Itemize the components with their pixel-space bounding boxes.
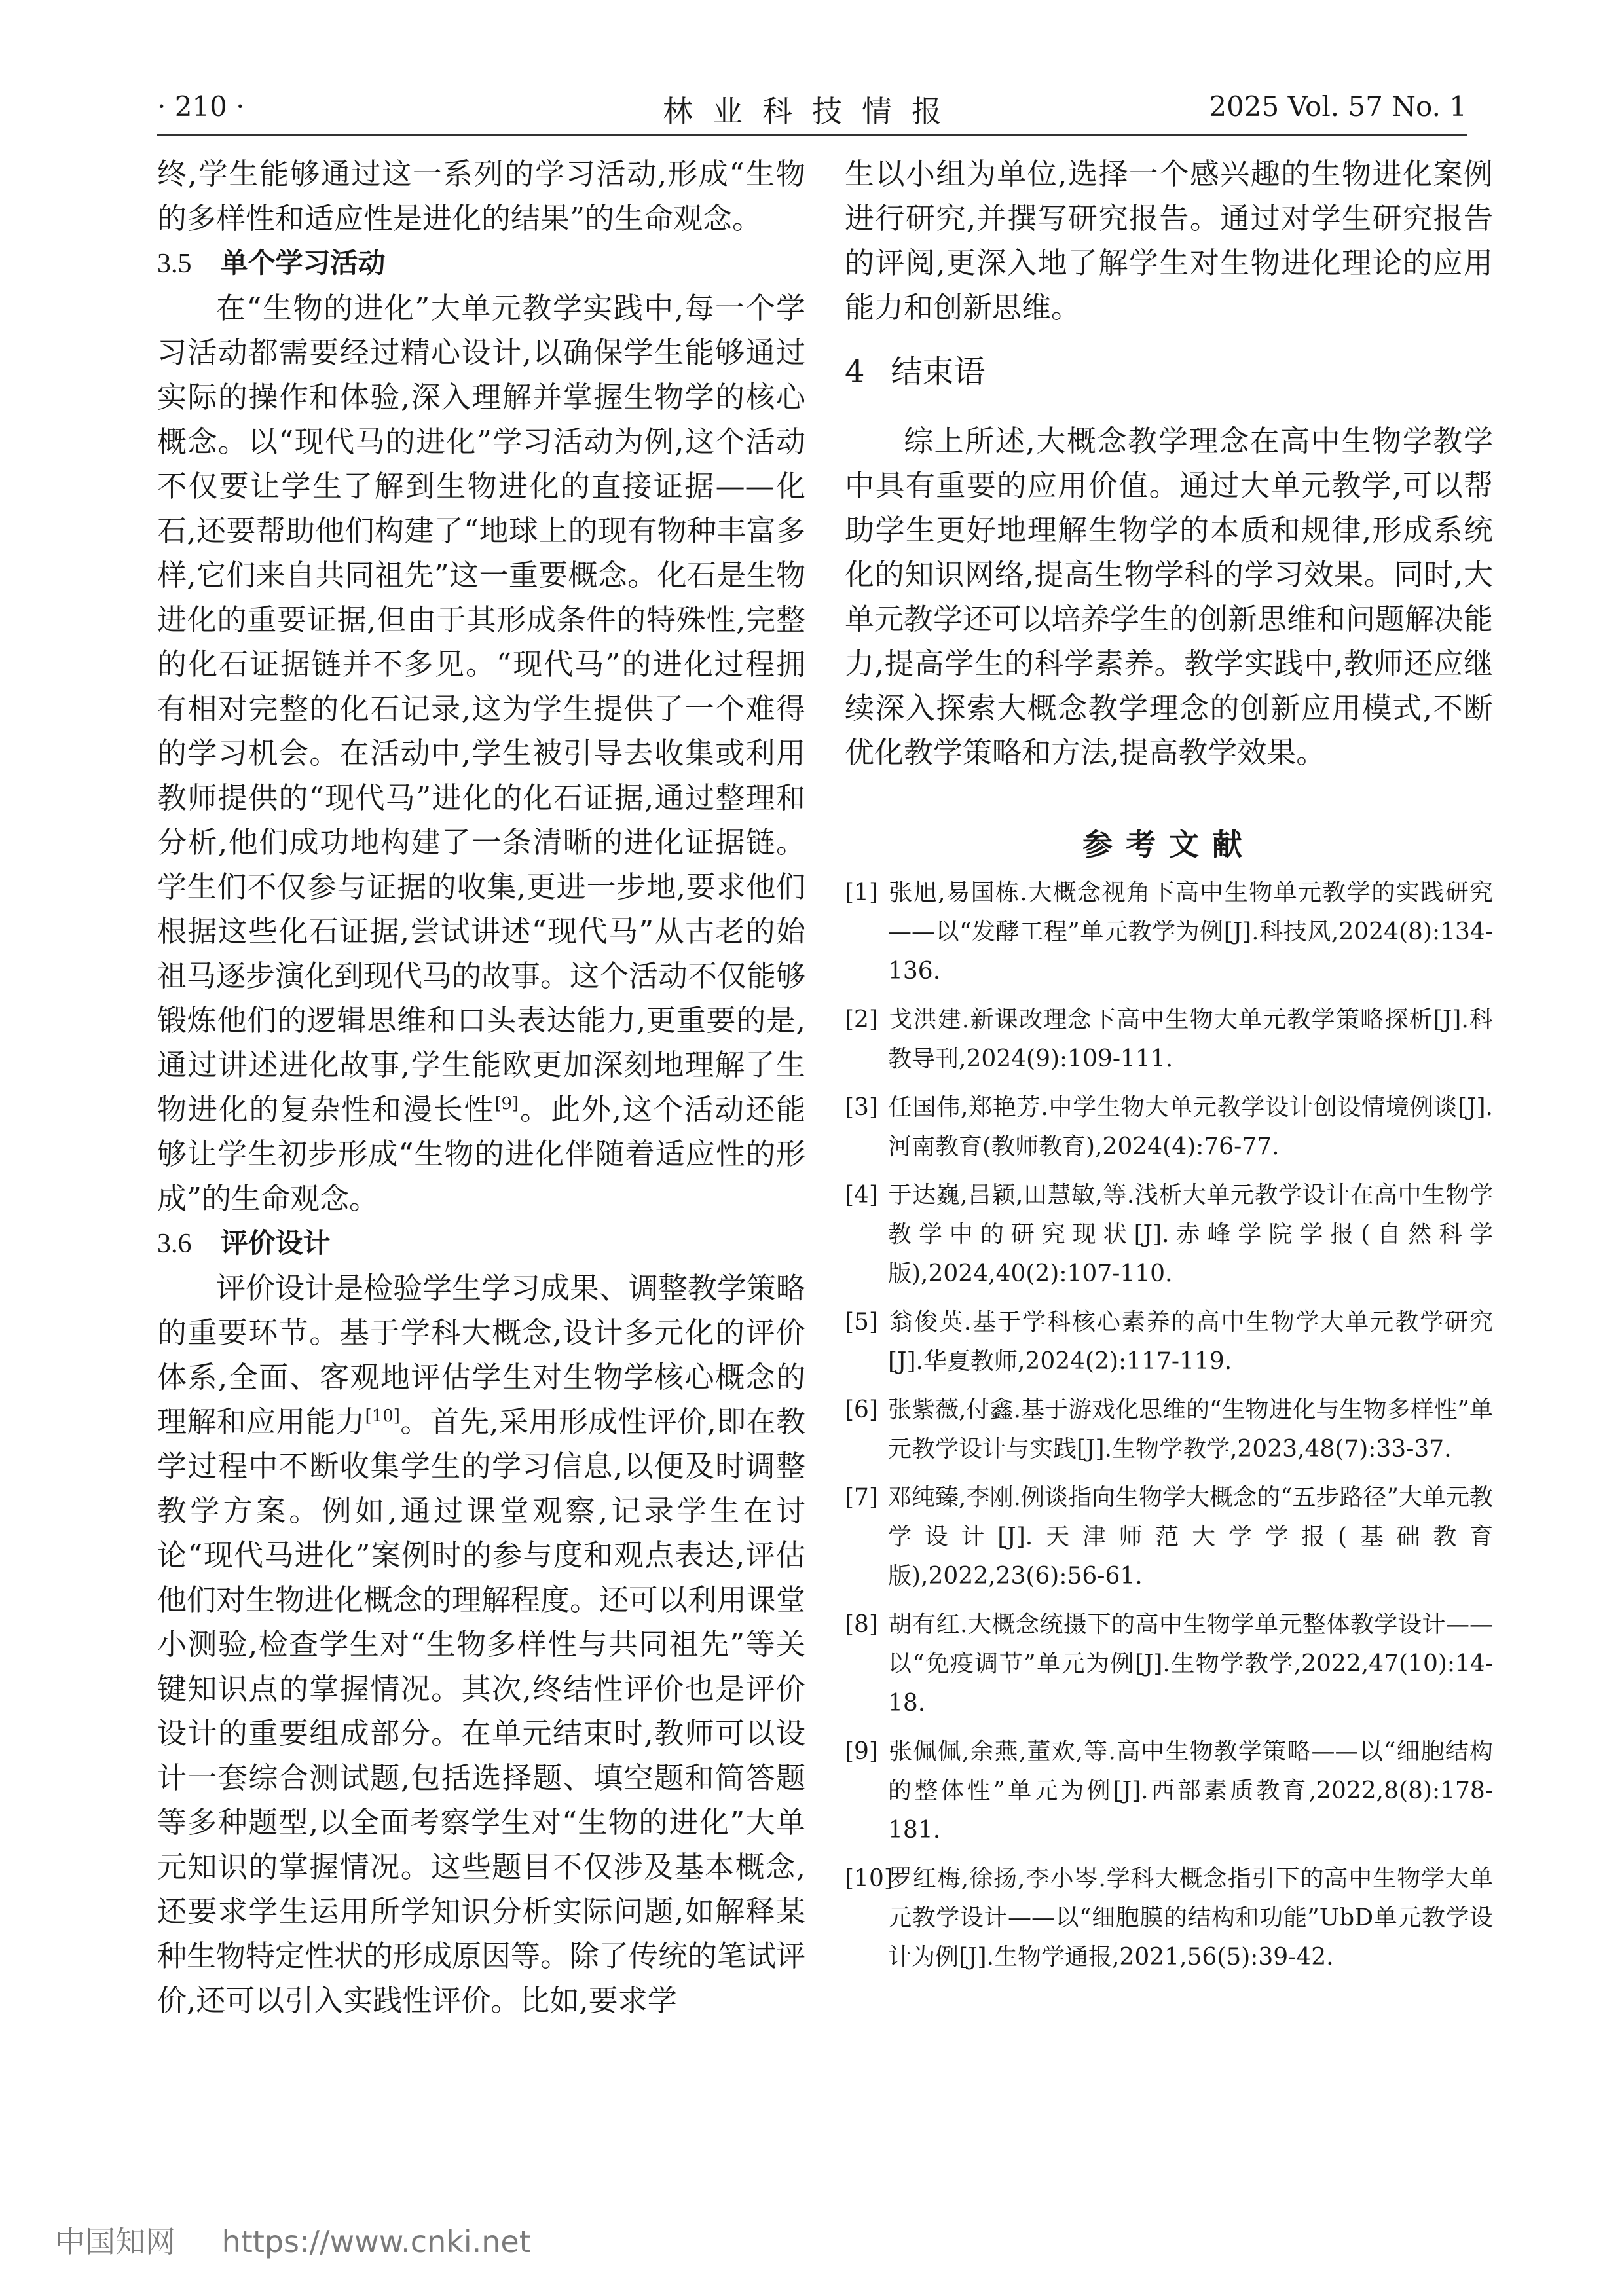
reference-text: 戈洪建.新课改理念下高中生物大单元教学策略探析[J].科教导刊,2024(9):109-111. [888,1006,1493,1072]
paragraph-text: 。此外,这个活动还能够让学生初步形成“生物的进化伴随着适应性的形成”的生命观念。 [157,1092,805,1216]
reference-number: [10] [845,1865,893,1892]
section-number: 3.6 [157,1229,192,1259]
reference-text: 任国伟,郑艳芳.中学生物大单元教学设计创设情境例谈[J].河南教育(教师教育),2024(4):76-77. [888,1094,1493,1160]
reference-text: 张紫薇,付鑫.基于游戏化思维的“生物进化与生物多样性”单元教学设计与实践[J].生物学教学,2023,48(7):33-37. [888,1396,1493,1463]
paragraph: 综上所述,大概念教学理念在高中生物学教学中具有重要的应用价值。通过大单元教学,可以帮助学生更好地理解生物学的本质和规律,形成系统化的知识网络,提高生物学科的学习效果。同时,大单元教学还可以培养学生的创新思维和问题解决能力,提高学生的科学素养。教学实践中,教师还应继续深入探索大概念教学理念的创新应用模式,不断优化教学策略和方法,提高教学效果。 [845,424,1494,770]
reference-text: 胡有红.大概念统摄下的高中生物学单元整体教学设计——以“免疫调节”单元为例[J].生物学教学,2022,47(10):14-18. [888,1611,1493,1717]
reference-item [845,1605,1493,1723]
reference-item [845,1176,1493,1294]
section-heading-3-6 [157,1221,805,1266]
section-number: 4 [845,354,865,390]
reference-item [845,1088,1493,1167]
journal-title: 林业科技情报 [663,94,961,129]
paragraph: 终,学生能够通过这一系列的学习活动,形成“生物的多样性和适应性是进化的结果”的生命观念。 [157,156,805,236]
reference-number: [3] [845,1094,878,1121]
section-number: 3.5 [157,249,192,279]
reference-item [845,1391,1493,1469]
reference-text: 张佩佩,余燕,董欢,等.高中生物教学策略——以“细胞结构的整体性”单元为例[J].西部素质教育,2022,8(8):178-181. [888,1738,1493,1844]
reference-text: 于达巍,吕颖,田慧敏,等.浅析大单元教学设计在高中生物学教学中的研究现状[J].赤峰学院学报(自然科学版),2024,40(2):107-110. [888,1182,1493,1287]
reference-text: 张旭,易国栋.大概念视角下高中生物单元教学的实践研究——以“发酵工程”单元教学为例[J].科技风,2024(8):134-136. [888,879,1493,985]
reference-item [845,1732,1493,1850]
citation: [10] [365,1406,400,1426]
section-heading-3-5 [157,241,805,286]
reference-item [845,1000,1493,1079]
watermark-footer [55,2218,531,2261]
reference-text: 罗红梅,徐扬,李小岑.学科大概念指引下的高中生物学大单元教学设计——以“细胞膜的结构和功能”UbD单元教学设计为例[J].生物学通报,2021,56(5):39-42. [888,1865,1493,1971]
paragraph [157,1266,805,2023]
cnki-url: https://www.cnki.net [221,2224,531,2259]
reference-number: [1] [845,879,878,906]
paragraph-text: 在“生物的进化”大单元教学实践中,每一个学习活动都需要经过精心设计,以确保学生能够通过实际的操作和体验,深入理解并掌握生物学的核心概念。以“现代马的进化”学习活动为例,这个活动不仅要让学生了解到生物进化的直接证据——化石,还要帮助他们构建了“地球上的现有物种丰富多样,它们来自共同祖先”这一重要概念。化石是生物进化的重要证据,但由于其形成条件的特殊性,完整的化石证据链并不多见。“现代马”的进化过程拥有相对完整的化石记录,这为学生提供了一个难得的学习机会。在活动中,学生被引导去收集或利用教师提供的“现代马”进化的化石证据,通过整理和分析,他们成功地构建了一条清晰的进化证据链。学生们不仅参与证据的收集,更进一步地,要求他们根据这些化石证据,尝试讲述“现代马”从古老的始祖马逐步演化到现代马的故事。这个活动不仅能够锻炼他们的逻辑思维和口头表达能力,更重要的是,通过讲述进化故事,学生能欧更加深刻地理解了生物进化的复杂性和漫长性 [157,291,806,1127]
running-header [157,84,1467,130]
paragraph-text: 。首先,采用形成性评价,即在教学过程中不断收集学生的学习信息,以便及时调整教学方案。例如,通过课堂观察,记录学生在讨论“现代马进化”案例时的参与度和观点表达,评估他们对生物进化概念的理解程度。还可以利用课堂小测验,检查学生对“生物多样性与共同祖先”等关键知识点的掌握情况。其次,终结性评价也是评价设计的重要组成部分。在单元结束时,教师可以设计一套综合测试题,包括选择题、填空题和简答题等多种题型,以全面考察学生对“生物的进化”大单元知识的掌握情况。这些题目不仅涉及基本概念,还要求学生运用所学知识分析实际问题,如解释某种生物特定性状的形成原因等。除了传统的笔试评价,还可以引入实践性评价。比如,要求学 [157,1404,806,2018]
reference-number: [7] [845,1484,878,1511]
header-rule [157,134,1467,136]
reference-number: [8] [845,1611,878,1638]
citation: [9] [494,1094,519,1114]
cnki-brand: 中国知网 [55,2224,175,2259]
reference-item [845,1303,1493,1381]
section-heading-4 [845,348,1493,395]
reference-number: [4] [845,1182,878,1209]
section-title: 单个学习活动 [220,247,386,279]
reference-item [845,1478,1493,1596]
paragraph: 生以小组为单位,选择一个感兴趣的生物进化案例进行研究,并撰写研究报告。通过对学生研究报告的评阅,更深入地了解学生对生物进化理论的应用能力和创新思维。 [845,156,1493,325]
reference-number: [6] [845,1396,878,1423]
reference-list [845,873,1493,1977]
right-column [845,152,1493,1986]
reference-text: 邓纯臻,李刚.例谈指向生物学大概念的“五步路径”大单元教学设计[J].天津师范大学学报(基础教育版),2022,23(6):56-61. [888,1484,1493,1590]
left-column [157,152,805,2023]
reference-text: 翁俊英.基于学科核心素养的高中生物学大单元教学研究[J].华夏教师,2024(2):117-119. [888,1309,1493,1375]
reference-number: [2] [845,1006,878,1033]
reference-item [845,1859,1493,1977]
reference-number: [5] [845,1309,878,1336]
reference-number: [9] [845,1738,878,1765]
section-title: 评价设计 [220,1227,331,1259]
section-title: 结束语 [891,354,986,390]
references-heading: 参考文献 [1082,827,1255,862]
page-number: · 210 · [157,90,245,122]
volume-info: 2025 Vol. 57 No. 1 [1209,90,1467,122]
paragraph-text: 评价设计是检验学生学习成果、调整教学策略的重要环节。基于学科大概念,设计多元化的评价体系,全面、客观地评估学生对生物学核心概念的理解和应用能力 [157,1271,806,1439]
paragraph [157,286,805,1221]
reference-item [845,873,1493,991]
